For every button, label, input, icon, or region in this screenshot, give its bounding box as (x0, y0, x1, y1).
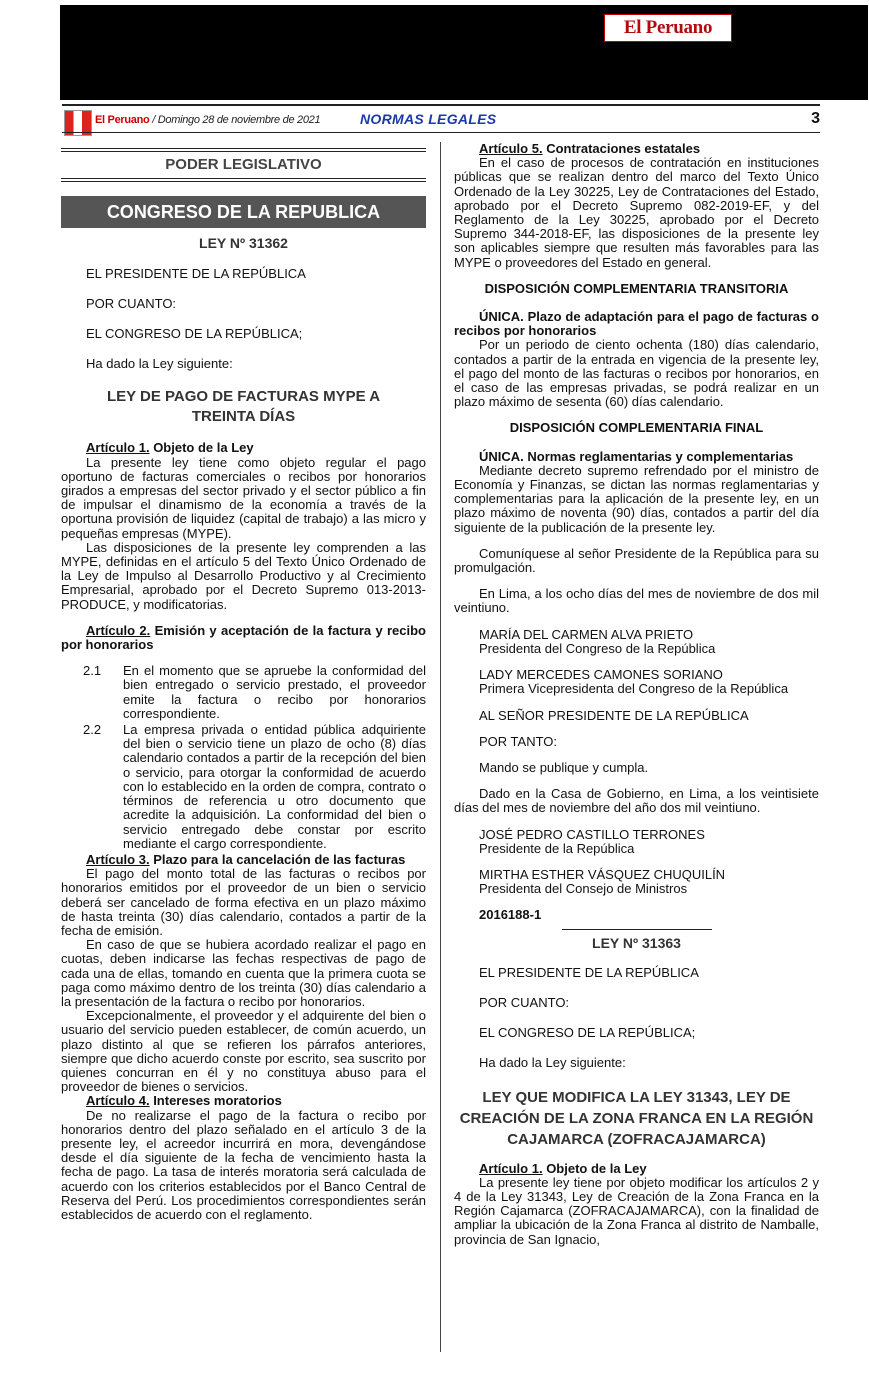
article-heading (61, 624, 426, 652)
article-heading (454, 1162, 819, 1176)
item-number: 2.1 (83, 663, 102, 679)
article-heading (61, 853, 426, 867)
article-label: Artículo 2. (86, 622, 151, 638)
article-title: Intereses moratorios (149, 1093, 282, 1109)
article-title: Objeto de la Ley (542, 1160, 647, 1176)
signatory-role: Primera Vicepresidenta del Congreso de la República (479, 681, 789, 697)
numbered-item (61, 664, 426, 721)
paragraph: De no realizarse el pago de la factura o recibo por honorarios dentro del plazo señalado en el artículo 3 de la presente ley, el acreedor incurrirá en mora, devengándose desde el día siguiente de la fecha de vencimiento hasta la fecha de pago. La tasa de interés moratoria será calculada de acuerdo con los criterios establecidos por el Banco Central de Reserva del Perú. Los procedimientos correspondientes serán establecidos de acuerdo con el reglamento. (61, 1107, 426, 1222)
paragraph: Por un periodo de ciento ochenta (180) días calendario, contados a partir de la entrada en vigencia de la presente ley, el pago del monto de las facturas o recibos por honorarios, en el caso de las empresas privadas, se podrá realizar en un plazo máximo de sesenta (60) días calendario. (454, 337, 819, 410)
law-title-line: CREACIÓN DE LA ZONA FRANCA EN LA REGIÓN (459, 1109, 814, 1127)
paragraph: El pago del monto total de las facturas o recibos por honorarios emitidos por el proveedor de un bien o servicio deberá ser cancelado de forma efectiva en un plazo máximo de hasta treinta (30) días calendario, contados a partir de la fecha de emisión. (61, 866, 426, 938)
article-title: Emisión y aceptación de la factura y recibo por honorarios (61, 622, 426, 653)
masthead-band (60, 5, 868, 100)
article-title: Plazo para la cancelación de las facturas (149, 851, 406, 867)
article-label: Artículo 5. (479, 141, 543, 156)
signatory-name: MIRTHA ESTHER VÁSQUEZ CHUQUILÍN (479, 866, 726, 882)
section-heading: PODER LEGISLATIVO (61, 148, 426, 182)
el-peruano-logo (604, 14, 732, 42)
article-heading (61, 441, 426, 455)
left-column (61, 142, 426, 1222)
paragraph: Dado en la Casa de Gobierno, en Lima, a los veintisiete días del mes de noviembre del año dos mil veintiuno. (454, 786, 819, 816)
running-header (62, 104, 820, 132)
provision-heading: DISPOSICIÓN COMPLEMENTARIA TRANSITORIA (484, 280, 789, 296)
article-label: Artículo 1. (479, 1160, 543, 1176)
signatory-role: Presidenta del Congreso de la República (479, 640, 716, 656)
article-heading (61, 1094, 426, 1108)
preamble-line: EL CONGRESO DE LA REPÚBLICA; (86, 326, 303, 342)
paper-name: El Peruano (95, 114, 150, 126)
law-title-line: LEY QUE MODIFICA LA LEY 31343, LEY DE (482, 1088, 791, 1106)
law-title (454, 1087, 819, 1150)
issue-date: / Domingo 28 de noviembre de 2021 (152, 114, 321, 126)
signatory-name: MARÍA DEL CARMEN ALVA PRIETO (479, 626, 694, 642)
preamble-line: Ha dado la Ley siguiente: (86, 356, 233, 372)
logo-text: El Peruano (623, 17, 713, 38)
signatory-name: LADY MERCEDES CAMONES SORIANO (479, 667, 723, 683)
law-title-line: CAJAMARCA (ZOFRACAJAMARCA) (507, 1130, 766, 1148)
paragraph: Las disposiciones de la presente ley comprenden a las MYPE, definidas en el artículo 5 del Texto Único Ordenado de la Ley de Impulso al Desarrollo Productivo y al Crecimiento Empresarial, aprobado por el Decreto Supremo 013-2013-PRODUCE, y modificatorias. (61, 539, 426, 612)
paragraph: POR TANTO: (479, 733, 558, 749)
section-title: NORMAS LEGALES (360, 111, 497, 127)
header-rule (62, 132, 820, 133)
paragraph: La presente ley tiene como objeto regular el pago oportuno de facturas comerciales o recibos por honorarios girados a empresas del sector privado y el sector público a fin de impulsar el dinamismo de la economía a través de la oportuna provisión de liquidez (capital de trabajo) a las micro y pequeñas empresas (MYPE). (61, 454, 426, 541)
paragraph: La presente ley tiene por objeto modificar los artículos 2 y 4 de la Ley 31343, Ley de Creación de la Zona Franca en la Región Cajamarca (ZOFRACAJAMARCA), con la finalidad de ampliar la ubicación de la Zona Franca al distrito de Namballe, provincia de San Ignacio, (454, 1174, 819, 1247)
law-number: LEY Nº 31363 (592, 934, 681, 951)
article-heading (454, 142, 819, 156)
preamble-line: POR CUANTO: (86, 295, 177, 311)
paragraph: En Lima, a los ocho días del mes de noviembre de dos mil veintiuno. (454, 586, 819, 616)
paragraph: Excepcionalmente, el proveedor y el adquirente del bien o usuario del servicio pueden establecer, de común acuerdo, un plazo distinto al que se refieren los párrafos anteriores, siempre que dicho acuerdo conste por escrito, sea suscrito por quienes concurran en él y no constituya abuso para el proveedor de bienes o servicios. (61, 1008, 426, 1095)
article-title: Objeto de la Ley (149, 440, 254, 456)
paragraph: AL SEÑOR PRESIDENTE DE LA REPÚBLICA (479, 707, 749, 723)
paragraph: Comuníquese al señor Presidente de la República para su promulgación. (454, 545, 819, 576)
column-divider (440, 142, 441, 1352)
article-title: Contrataciones estatales (542, 141, 701, 156)
law-title-line: TREINTA DÍAS (191, 408, 296, 426)
paragraph: En el caso de procesos de contratación en instituciones públicas que se realizan dentro del marco del Texto Único Ordenado de la Ley 30225, Ley de Contrataciones del Estado, aprobado por el Decreto Supremo 082-2019-EF, y del Reglamento de la Ley 30225, aprobado por el Decreto Supremo 344-2018-EF, las disposiciones de la presente ley son aplicables siempre que resulten más favorables para las MYPE o proveedores del Estado en general. (454, 155, 819, 270)
document-code: 2016188-1 (479, 907, 542, 923)
provision-heading: DISPOSICIÓN COMPLEMENTARIA FINAL (509, 420, 764, 436)
right-column (454, 142, 819, 1247)
page-number: 3 (811, 110, 820, 127)
signatory-name: JOSÉ PEDRO CASTILLO TERRONES (479, 826, 705, 842)
paragraph: Mando se publique y cumpla. (479, 759, 649, 775)
numbered-item (61, 723, 426, 851)
preamble-line: POR CUANTO: (479, 994, 570, 1010)
item-text: En el momento que se apruebe la conformidad del bien entregado o servicio prestado, el proveedor emite la factura o recibo por honorarios correspondiente. (123, 663, 426, 721)
institution-banner: CONGRESO DE LA REPUBLICA (61, 196, 426, 228)
law-title (81, 387, 406, 427)
law-title-line: LEY DE PAGO DE FACTURAS MYPE A (106, 388, 381, 406)
provision-title: ÚNICA. Plazo de adaptación para el pago de facturas o recibos por honorarios (454, 309, 819, 339)
paragraph: Mediante decreto supremo refrendado por el ministro de Economía y Finanzas, se dictan las normas reglamentarias y complementarias para la aplicación de la presente ley, en un plazo máximo de noventa (90) días, contados a partir del día siguiente de la publicación de la presente ley. (454, 462, 819, 535)
preamble-line: EL PRESIDENTE DE LA REPÚBLICA (479, 964, 699, 980)
signatory-role: Presidente de la República (479, 840, 635, 856)
provision-title: ÚNICA. Normas reglamentarias y complementarias (479, 448, 794, 464)
preamble-line: EL CONGRESO DE LA REPÚBLICA; (479, 1025, 696, 1041)
law-number: LEY Nº 31362 (199, 235, 288, 252)
article-label: Artículo 1. (86, 440, 150, 456)
preamble-line: Ha dado la Ley siguiente: (479, 1055, 626, 1071)
article-label: Artículo 3. (86, 851, 150, 867)
paragraph: En caso de que se hubiera acordado realizar el pago en cuotas, deben indicarse las fechas respectivas de pago de cada una de ellas, tomando en cuenta que la primera cuota se paga como máximo dentro de los treinta (30) días calendario a la presentación de la factura o recibo por honorarios. (61, 937, 426, 1009)
preamble-line: EL PRESIDENTE DE LA REPÚBLICA (86, 265, 306, 281)
item-text: La empresa privada o entidad pública adquiriente del bien o servicio tiene un plazo de ocho (8) días calendario contados a partir de la recepción del bien o servicio, para otorgar la conformidad de acuerdo con lo establecido en la orden de compra, contrato o términos de referencia u otro documento que acredite la adquisición. La conformidad del bien o servicio entregado debe constar por escrito mediante el cargo correspondiente. (123, 722, 426, 851)
item-number: 2.2 (83, 722, 102, 738)
separator-rule (562, 929, 712, 930)
paper-date (95, 114, 320, 126)
signatory-role: Presidenta del Consejo de Ministros (479, 881, 688, 897)
article-label: Artículo 4. (86, 1093, 150, 1109)
